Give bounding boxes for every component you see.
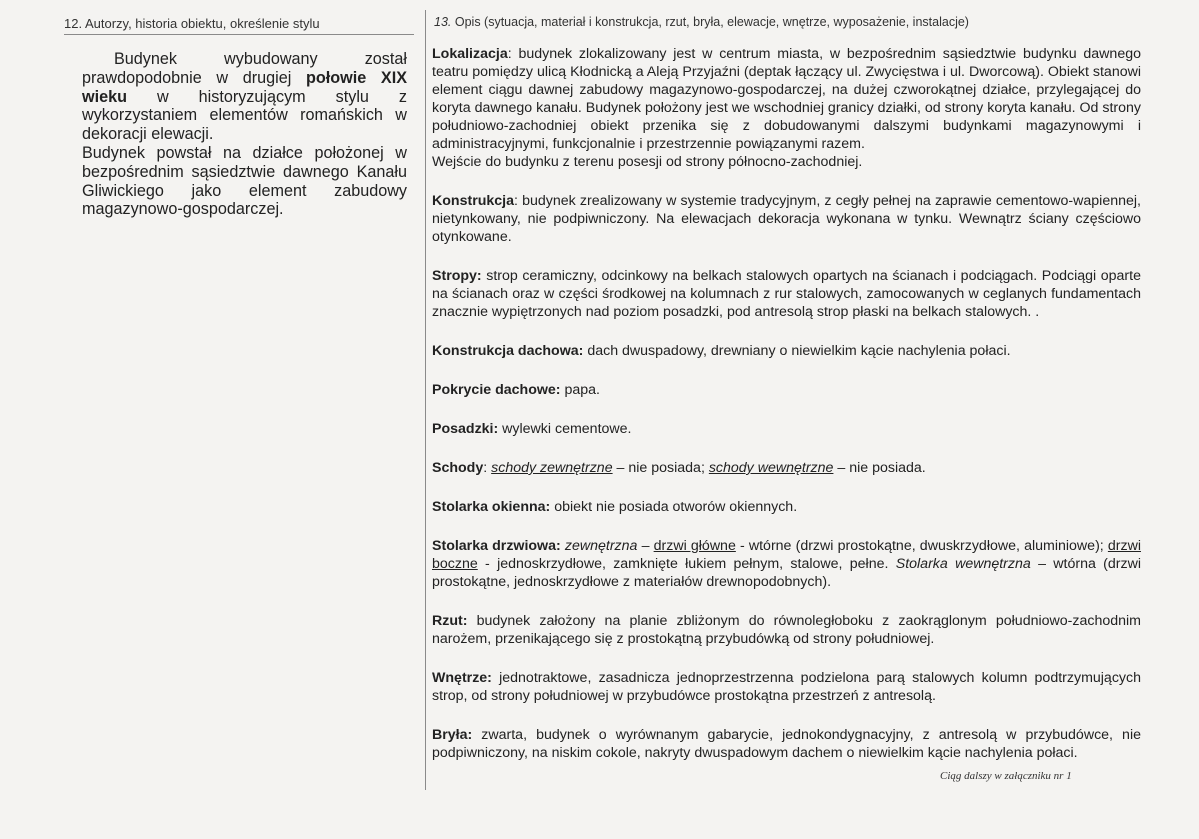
section-pokrycie (432, 381, 1141, 399)
history-column (82, 50, 407, 219)
section-lokalizacja (432, 45, 1141, 171)
dach-label: Konstrukcja dachowa: (432, 343, 584, 359)
section-stolarka-okienna (432, 498, 1141, 516)
schody-zewnetrzne: schody zewnętrzne (491, 460, 613, 476)
section-konstrukcja-dachowa (432, 342, 1141, 360)
left-section-header: 12. Autorzy, historia obiektu, określenie stylu (64, 16, 320, 31)
schody-wewnetrzne: schody wewnętrzne (708, 460, 834, 476)
schody-label: Schody (432, 460, 484, 476)
section-konstrukcja (432, 192, 1141, 246)
pokrycie-text: papa. (560, 382, 600, 398)
column-divider (425, 10, 426, 790)
history-paragraph-1 (82, 50, 407, 144)
right-header-number: 13. (434, 15, 452, 29)
drzwiowa-text-3: – wtórna (drzwi prostokątne, jednoskrzydłowe z materiałów drewnopodobnych). (432, 556, 1141, 590)
drzwi-glowne: drzwi główne (653, 538, 736, 554)
lokalizacja-label: Lokalizacja (432, 46, 508, 62)
description-column (432, 45, 1141, 783)
drzwiowa-label: Stolarka drzwiowa: (432, 538, 561, 554)
lokalizacja-entrance-text: Wejście do budynku z terenu posesji od strony północno-zachodniej. (432, 154, 863, 170)
rzut-label: Rzut: (432, 613, 468, 629)
section-stropy (432, 267, 1141, 321)
history-text: w historyzującym stylu z wykorzystaniem elementów romańskich w dekoracji elewacji. (82, 87, 407, 144)
rzut-text: budynek założony na planie zbliżonym do równoległoboku z zaokrąglonym południowo-zachodnim narożem, przenikającego się z prostokątną przybudówką od strony południowej. (432, 613, 1141, 647)
posadzki-text: wylewki cementowe. (498, 421, 632, 437)
posadzki-label: Posadzki: (432, 421, 499, 437)
section-rzut (432, 612, 1141, 648)
history-paragraph-2: Budynek powstał na działce położonej w bezpośrednim sąsiedztwie dawnego Kanału Gliwickiego jako element zabudowy magazynowo-gospodarczej. (82, 143, 407, 219)
right-header-text: Opis (sytuacja, materiał i konstrukcja, rzut, bryła, elewacje, wnętrze, wyposażenie, instalacje) (451, 15, 969, 29)
left-header-rule (64, 34, 414, 35)
drzwiowa-dash: – (637, 538, 654, 554)
stropy-label: Stropy: (432, 268, 482, 284)
stropy-text: strop ceramiczny, odcinkowy na belkach stalowych opartych na ścianach i podciągach. Podciągi oparte na ścianach oraz w części środkowej na kolumnach z rur stalowych, zamocowanych w ceglanych fundamentach znacznie wypiętrzonych nad poziom posadzki, pod antresolą strop płaski na belkach stalowych. . (432, 268, 1141, 320)
konstrukcja-text: : budynek zrealizowany w systemie tradycyjnym, z cegły pełnej na zaprawie cementowo-wapiennej, nietynkowany, nie podpiwniczony. Na elewacjach dekoracja wykonana w tynku. Wewnątrz ściany częściowo otynkowane. (432, 193, 1141, 245)
drzwiowa-text-2: - jednoskrzydłowe, zamknięte łukiem pełnym, stalowe, pełne. (477, 556, 896, 572)
lokalizacja-text: : budynek zlokalizowany jest w centrum miasta, w bezpośrednim sąsiedztwie budynku dawnego teatru pomiędzy ulicą Kłodnicką a Aleją Przyjaźni (deptak łączący ul. Zwycięstwa i ul. Dworcową). Obiekt stanowi element ciągu dawnej zabudowy magazynowo-gospodarczej, na dużej czworokątnej działce, przylegającej do koryta dawnego kanału. Budynek położony jest we wschodniej granicy działki, od strony koryta kanału. Od strony południowo-zachodniej obiekt przenika się z dobudowanymi dalszymi budynkami magazynowymi i administracyjnymi, funkcjonalnie i przestrzennie powiązanymi razem. (432, 46, 1141, 152)
wnetrze-label: Wnętrze: (432, 670, 492, 686)
stolarka-wewnetrzna: Stolarka wewnętrzna (895, 556, 1031, 572)
okienna-label: Stolarka okienna: (432, 499, 551, 515)
section-wnetrze (432, 669, 1141, 705)
history-period: połowie XIX wieku (82, 68, 408, 106)
drzwiowa-text: - wtórne (drzwi prostokątne, dwuskrzydłowe, aluminiowe); (735, 538, 1108, 554)
section-posadzki (432, 420, 1141, 438)
schody-colon: : (483, 460, 492, 476)
wnetrze-text: jednotraktowe, zasadnicza jednoprzestrzenna podzielona parą stalowych kolumn podtrzymujących strop, od strony południowej w przybudówce prostokątna przestrzeń z antresolą. (432, 670, 1141, 704)
drzwiowa-zewnetrzna: zewnętrzna (560, 538, 638, 554)
right-section-header (434, 15, 969, 29)
pokrycie-label: Pokrycie dachowe: (432, 382, 561, 398)
schody-text: – nie posiada; (612, 460, 709, 476)
section-bryla (432, 726, 1141, 762)
konstrukcja-label: Konstrukcja (432, 193, 514, 209)
bryla-label: Bryła: (432, 727, 473, 743)
bryla-text: zwarta, budynek o wyrównanym gabarycie, jednokondygnacyjny, z antresolą w przybudówce, nie podpiwniczony, na niskim cokole, nakryty dwuspadowym dachem o niewielkim kącie nachylenia połaci. (432, 727, 1141, 761)
dach-text: dach dwuspadowy, drewniany o niewielkim kącie nachylenia połaci. (583, 343, 1011, 359)
section-schody (432, 459, 1141, 477)
schody-text-end: – nie posiada. (833, 460, 926, 476)
drzwi-boczne: drzwi boczne (432, 538, 1141, 572)
section-stolarka-drzwiowa (432, 537, 1141, 591)
continuation-note: Ciąg dalszy w załączniku nr 1 (940, 770, 1072, 782)
okienna-text: obiekt nie posiada otworów okiennych. (550, 499, 798, 515)
history-text: Budynek wybudowany został prawdopodobnie w drugiej (82, 50, 407, 87)
